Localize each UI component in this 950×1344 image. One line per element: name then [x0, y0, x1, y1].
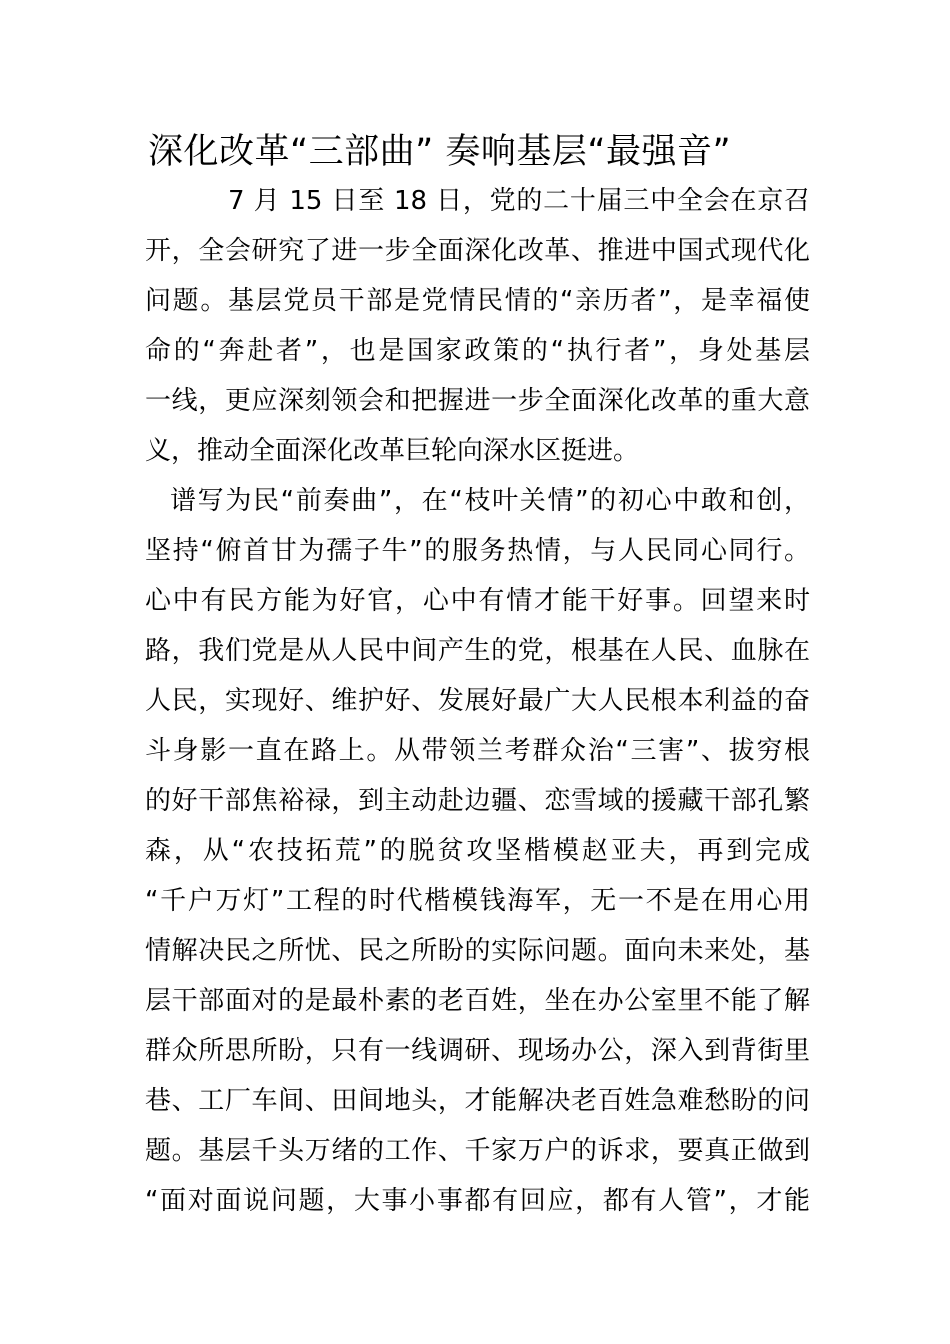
paragraph-1-line-6: 义，推动全面深化改革巨轮向深水区挺进。	[145, 436, 640, 466]
paragraph-2-line-6: 斗身影一直在路上。从带领兰考群众治“三害”、拔穷根	[145, 736, 810, 766]
paragraph-2-line-2: 坚持“俯首甘为孺子牛”的服务热情，与人民同心同行。	[145, 536, 810, 566]
paragraph-1-line-2: 开，全会研究了进一步全面深化改革、推进中国式现代化	[145, 236, 810, 266]
paragraph-2-line-11: 层干部面对的是最朴素的老百姓，坐在办公室里不能了解	[145, 986, 810, 1016]
paragraph-2-line-14: 题。基层千头万绪的工作、千家万户的诉求，要真正做到	[145, 1136, 810, 1166]
paragraph-2-line-4: 路，我们党是从人民中间产生的党，根基在人民、血脉在	[145, 636, 810, 666]
paragraph-2-line-15: “面对面说问题，大事小事都有回应，都有人管”，才能	[145, 1186, 810, 1216]
paragraph-2-line-12: 群众所思所盼，只有一线调研、现场办公，深入到背街里	[145, 1036, 810, 1066]
paragraph-2-line-3: 心中有民方能为好官，心中有情才能干好事。回望来时	[145, 586, 810, 616]
paragraph-2-line-7: 的好干部焦裕禄，到主动赴边疆、恋雪域的援藏干部孔繁	[145, 786, 810, 816]
paragraph-1-line-5: 一线，更应深刻领会和把握进一步全面深化改革的重大意	[145, 386, 810, 416]
paragraph-2-line-1: 谱写为民“前奏曲”，在“枝叶关情”的初心中敢和创，	[170, 486, 810, 516]
paragraph-1-line-1: 7 月 15 日至 18 日，党的二十届三中全会在京召	[228, 186, 810, 216]
paragraph-2-line-5: 人民，实现好、维护好、发展好最广大人民根本利益的奋	[145, 686, 810, 716]
paragraph-2-line-8: 森，从“农技拓荒”的脱贫攻坚楷模赵亚夫，再到完成	[145, 836, 810, 866]
document-title: 深化改革“三部曲” 奏响基层“最强音”	[148, 132, 732, 172]
paragraph-1-line-4: 命的“奔赴者”，也是国家政策的“执行者”，身处基层	[145, 336, 810, 366]
paragraph-2-line-10: 情解决民之所忧、民之所盼的实际问题。面向未来处，基	[145, 936, 810, 966]
paragraph-1-line-3: 问题。基层党员干部是党情民情的“亲历者”，是幸福使	[145, 286, 810, 316]
paragraph-2-line-13: 巷、工厂车间、田间地头，才能解决老百姓急难愁盼的问	[145, 1086, 810, 1116]
paragraph-2-line-9: “千户万灯”工程的时代楷模钱海军，无一不是在用心用	[145, 886, 810, 916]
